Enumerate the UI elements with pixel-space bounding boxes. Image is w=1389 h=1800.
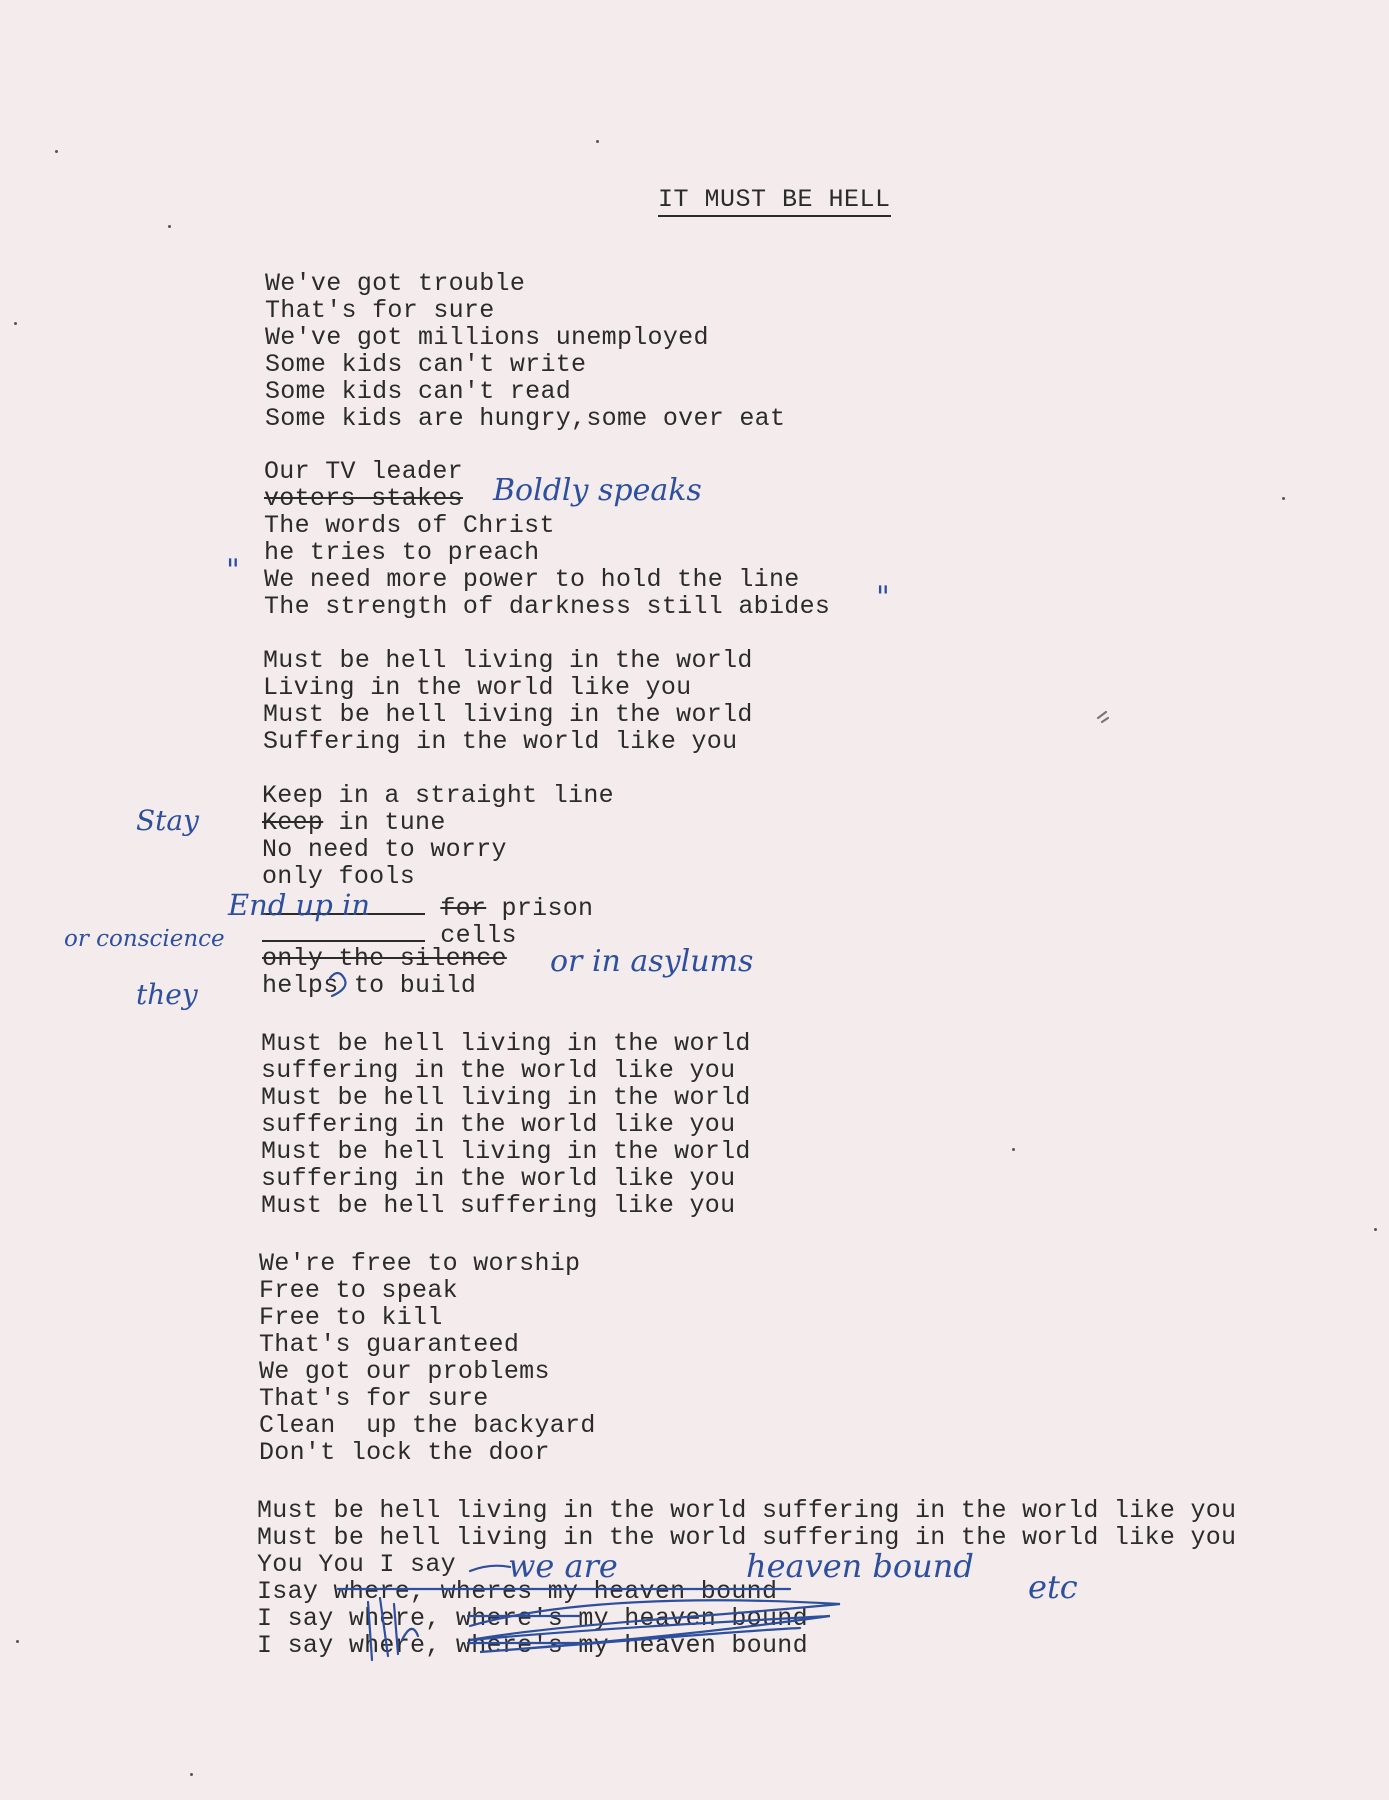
- handwritten-quote-open: ": [226, 553, 240, 588]
- verse3-line2-struck: Keep: [262, 808, 324, 837]
- helps-overwrite-mark: [330, 973, 346, 996]
- handwritten-stay: Stay: [136, 804, 199, 837]
- outro-line4: Isay where, wheres my heaven bound: [257, 1577, 778, 1606]
- verse4-line7: Clean up the backyard: [259, 1411, 596, 1440]
- verse2-line2-struck: voters stakes: [264, 484, 463, 513]
- verse3-line6-rest: cells: [425, 921, 517, 950]
- verse4-line5: We got our problems: [259, 1357, 550, 1386]
- outro-line3: You You I say: [257, 1550, 456, 1579]
- handwritten-end-up-in: End up in: [228, 888, 371, 922]
- heaven-bound-scribble: [470, 1600, 840, 1652]
- verse4-line1: We're free to worship: [259, 1249, 581, 1278]
- handwritten-or-in-asylums: or in asylums: [550, 944, 754, 979]
- verse4-line2: Free to speak: [259, 1276, 458, 1305]
- margin-tick: [1098, 712, 1108, 722]
- chorus1-line1: Must be hell living in the world: [263, 646, 753, 675]
- verse2-line3: The words of Christ: [264, 511, 555, 540]
- outro-line6: I say where, where's my heaven bound: [257, 1631, 808, 1660]
- paper-speck: [596, 140, 599, 143]
- verse3-line7-struck: only the silence: [262, 944, 507, 973]
- verse4-line8: Don't lock the door: [259, 1438, 550, 1467]
- verse1-line3: We've got millions unemployed: [265, 323, 709, 352]
- page-title: IT MUST BE HELL: [658, 186, 891, 217]
- chorus1-line4: Suffering in the world like you: [263, 727, 738, 756]
- chorus2-line4: suffering in the world like you: [261, 1110, 736, 1139]
- outro-line5: I say where, where's my heaven bound: [257, 1604, 808, 1633]
- handwritten-etc: etc: [1028, 1568, 1078, 1606]
- handwritten-boldly-speaks: Boldly speaks: [493, 473, 702, 508]
- verse1-line4: Some kids can't write: [265, 350, 587, 379]
- paper-speck: [14, 322, 17, 325]
- chorus1-line3: Must be hell living in the world: [263, 700, 753, 729]
- verse1-line5: Some kids can't read: [265, 377, 572, 406]
- where-scribble: [368, 1598, 418, 1660]
- verse2-line4: he tries to preach: [264, 538, 540, 567]
- paper-speck: [16, 1640, 19, 1643]
- chorus2-line5: Must be hell living in the world: [261, 1137, 751, 1166]
- paper-speck: [1012, 1148, 1015, 1151]
- verse2-line1: Our TV leader: [264, 457, 463, 486]
- chorus2-line3: Must be hell living in the world: [261, 1083, 751, 1112]
- paper-speck: [55, 150, 58, 153]
- chorus2-line1: Must be hell living in the world: [261, 1029, 751, 1058]
- paper-speck: [168, 225, 171, 228]
- outro-line1: Must be hell living in the world suffering in the world like you: [257, 1496, 1237, 1525]
- chorus1-line2: Living in the world like you: [263, 673, 692, 702]
- verse3-line8: helps to build: [262, 971, 477, 1000]
- outro-line2: Must be hell living in the world suffering in the world like you: [257, 1523, 1237, 1552]
- verse3-line3: No need to worry: [262, 835, 507, 864]
- paper-speck: [190, 1773, 193, 1776]
- handwritten-or-conscience: or conscience: [64, 926, 225, 952]
- chorus2-line6: suffering in the world like you: [261, 1164, 736, 1193]
- verse1-line2: That's for sure: [265, 296, 495, 325]
- handwritten-heaven-bound: heaven bound: [746, 1547, 974, 1585]
- verse1-line6: Some kids are hungry,some over eat: [265, 404, 786, 433]
- verse2-line6: The strength of darkness still abides: [264, 592, 831, 621]
- chorus2-line7: Must be hell suffering like you: [261, 1191, 736, 1220]
- verse4-line6: That's for sure: [259, 1384, 489, 1413]
- handwritten-they: they: [136, 978, 198, 1011]
- verse3-line5-struck: for: [440, 894, 487, 923]
- handwritten-we-are: we are: [508, 1547, 618, 1585]
- handwritten-quote-close: ": [876, 580, 890, 615]
- chorus2-line2: suffering in the world like you: [261, 1056, 736, 1085]
- connector-stroke: [470, 1566, 510, 1571]
- verse2-line5: We need more power to hold the line: [264, 565, 800, 594]
- verse4-line4: That's guaranteed: [259, 1330, 520, 1359]
- verse1-line1: We've got trouble: [265, 269, 526, 298]
- paper-speck: [1282, 497, 1285, 500]
- verse3-line2-rest: in tune: [323, 808, 446, 837]
- verse3-line5-rest: prison: [486, 894, 594, 923]
- verse4-line3: Free to kill: [259, 1303, 443, 1332]
- paper-speck: [1374, 1228, 1377, 1231]
- verse3-line4: only fools: [262, 862, 416, 891]
- verse3-line1: Keep in a straight line: [262, 781, 614, 810]
